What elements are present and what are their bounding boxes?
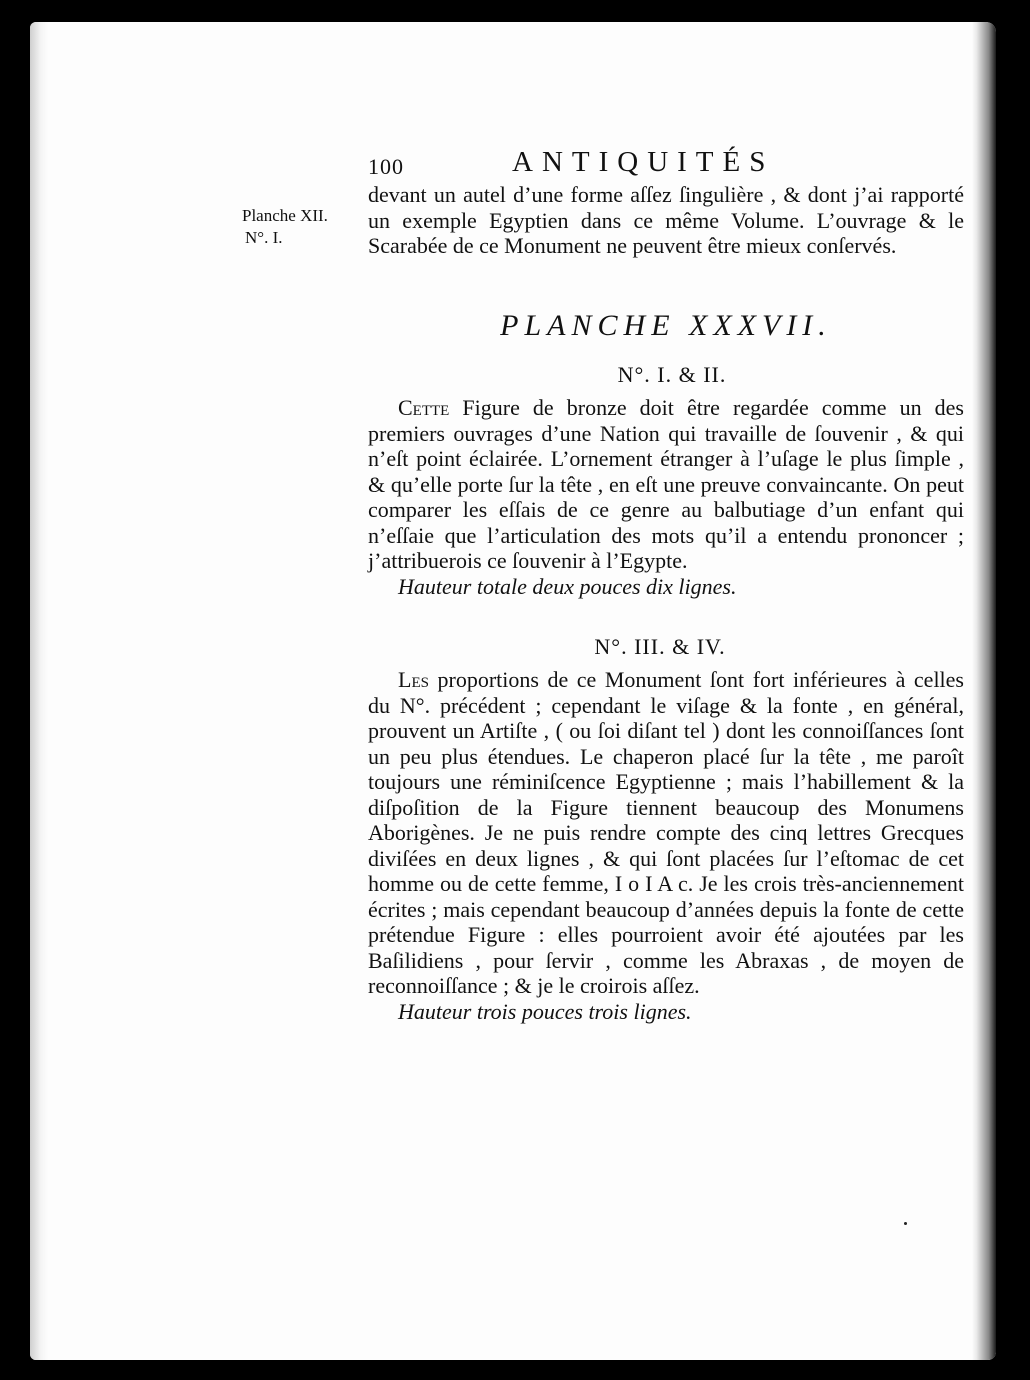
section-1-paragraph <box>368 395 964 574</box>
section-2-body: proportions de ce Monument ſont fort inférieures à celles du N°. précédent ; cependant le viſage & la fonte , en général, prouvent un Artiſte , ( ou ſoi diſant tel ) dont les connoiſſances ſont un peu plus étendues. Le chaperon placé ſur la tête , me paroît toujours une réminiſcence Egyptienne ; mais l’habillement & la diſpoſition de la Figure tiennent beaucoup des Monumens Aborigènes. Je ne puis rendre compte des cinq lettres Grecques diviſées en deux lignes , & qui ſont placées ſur l’eſtomac de cet homme ou de cette femme, I o I A c. Je les crois très-anciennement écrites ; mais cependant beaucoup d’années depuis la fonte de cette prétendue Figure : elles pourroient avoir été ajoutées par les Baſilidiens , pour ſervir , comme les Abraxas , de moyen de reconnoiſſance ; & je le croirois aſſez. <box>368 667 964 998</box>
section-2-measure: Hauteur trois pouces trois lignes. <box>398 998 692 1024</box>
section-heading-2: N°. III. & IV. <box>594 634 726 659</box>
section-1-measure: Hauteur totale deux pouces dix lignes. <box>398 573 737 599</box>
book-page <box>30 22 996 1360</box>
section-2-paragraph <box>368 667 964 999</box>
section-1-lead: Cette <box>398 395 450 420</box>
paper-speck <box>904 1222 907 1225</box>
margin-note-plate: Planche XII. <box>242 206 328 225</box>
page-number: 100 <box>368 154 404 179</box>
page-left-edge <box>30 22 48 1360</box>
section-1-body: Figure de bronze doit être regardée comme un des premiers ouvrages d’une Nation qui travaille de ſouvenir , & qui n’eſt point éclairée. L’ornement étranger à l’uſage le plus ſimple , & qu’elle porte ſur la tête , en eſt une preuve convaincante. On peut comparer les eſſais de ce genre au balbutiage d’un enfant qui n’eſſaie que l’articulation des mots qu’il a entendu prononcer ; j’attribuerois ce ſouvenir à l’Egypte. <box>368 395 964 573</box>
section-1 <box>368 395 964 599</box>
section-2 <box>368 667 964 1024</box>
section-2-lead: Les <box>398 667 429 692</box>
running-head <box>368 146 964 182</box>
continuation-text: devant un autel d’une forme aſſez ſingulière , & dont j’ai rapporté un exemple Egyptien dans ce même Volume. L’ouvrage & le Scarabée de ce Monument ne peuvent être mieux conſervés. <box>368 182 964 258</box>
margin-note <box>242 205 328 249</box>
section-heading-1: N°. I. & II. <box>617 362 727 387</box>
continuation-paragraph <box>368 182 964 259</box>
running-title: ANTIQUITÉS <box>512 146 775 178</box>
margin-note-number: N°. I. <box>245 228 283 247</box>
plate-title: PLANCHE XXXVII. <box>500 309 832 342</box>
page-right-edge <box>972 22 996 1360</box>
